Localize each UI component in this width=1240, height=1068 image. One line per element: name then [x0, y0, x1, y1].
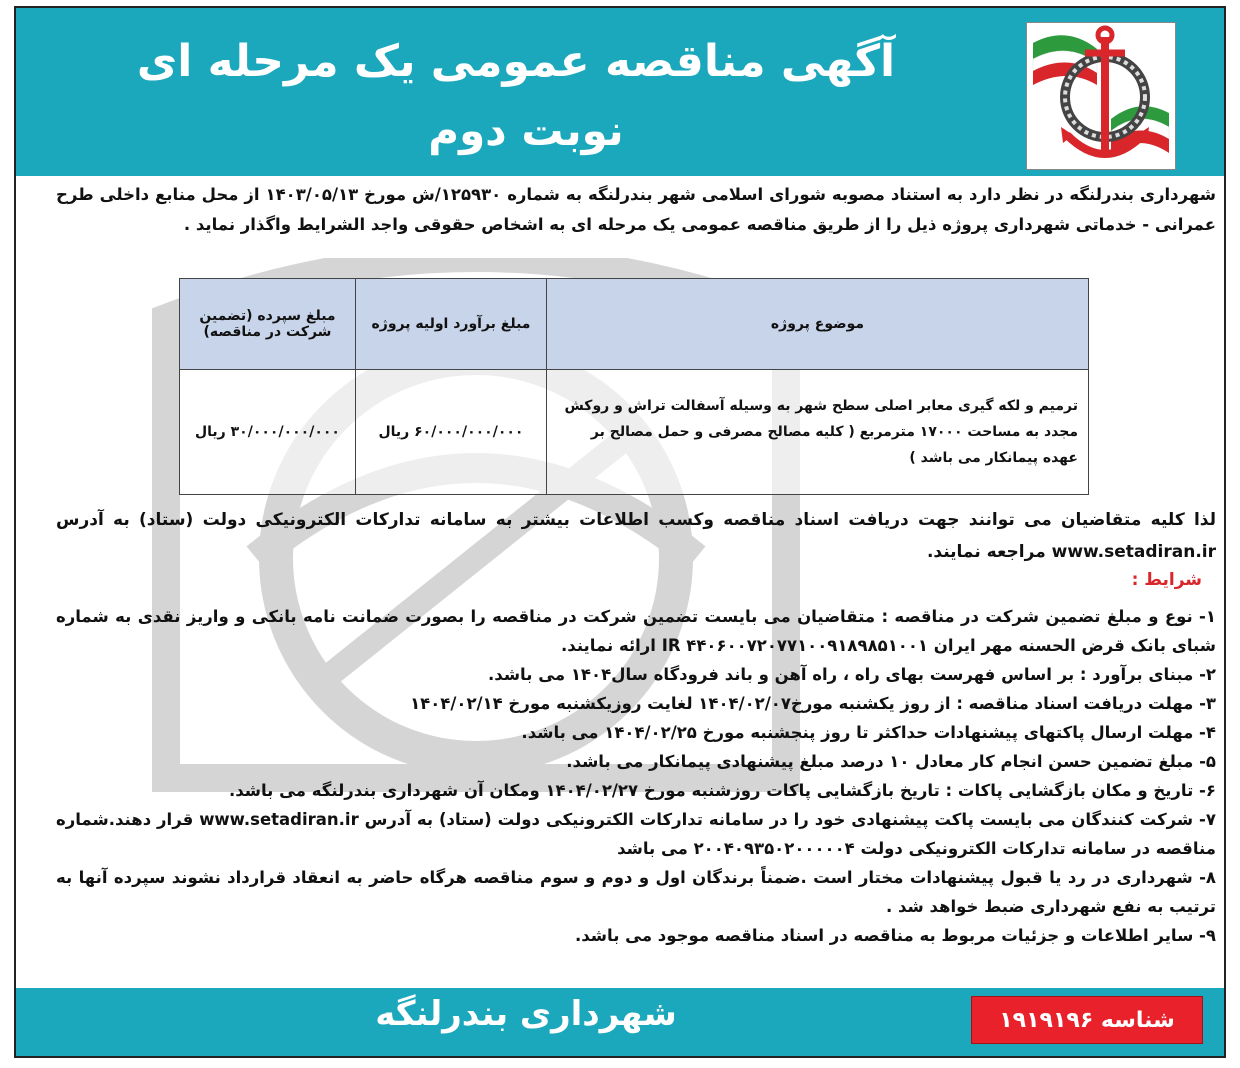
condition-item: ۵- مبلغ تضمین حسن انجام کار معادل ۱۰ درصد مبلغ پیشنهادی پیمانکار می باشد.	[566, 752, 1216, 771]
tender-advertisement	[14, 6, 1226, 1058]
conditions-heading: شرایط :	[1131, 570, 1202, 590]
condition-item: ۹- سایر اطلاعات و جزئیات مربوط به مناقصه در اسناد مناقصه موجود می باشد.	[574, 926, 1216, 945]
footer-banner	[16, 988, 1224, 1058]
ad-subtitle: نوبت دوم	[428, 106, 624, 155]
column-project-subject: موضوع پروژه	[547, 279, 1089, 370]
condition-item: ۷- شرکت کنندگان می بایست پاکت پیشنهادی خود را در سامانه تدارکات الکترونیکی دولت (ستاد) به آدرس www.setadiran.ir قرار دهند.شماره مناقصه در سامانه تدارکات الکترونیکی دولت ۲۰۰۴۰۹۳۵۰۲۰۰۰۰۰۴ می باشد	[56, 810, 1216, 858]
intro-paragraph: شهرداری بندرلنگه در نظر دارد به استناد مصوبه شورای اسلامی شهر بندرلنگه به شماره ۱۲۵۹۳۰/ش مورخ ۱۴۰۳/۰۵/۱۳ از محل منابع داخلی طرح عمرانی - خدماتی شهرداری پروژه ذیل را از طریق مناقصه عمومی یک مرحله ای به اشخاص حقوقی واجد الشرایط واگذار نماید .	[56, 185, 1216, 234]
table-header-row	[180, 279, 1089, 370]
anchor-emblem-icon	[1027, 23, 1175, 169]
condition-item: ۱- نوع و مبلغ تضمین شرکت در مناقصه : متقاضیان می بایست تضمین شرکت در مناقصه را بصورت ضمانت نامه بانکی و واریز نقدی به شماره شبای بانک قرض الحسنه مهر ایران IR ۴۴۰۶۰۰۷۲۰۷۷۱۰۰۹۱۸۹۸۵۱۰۰۱ ارائه نمایند.	[56, 607, 1216, 655]
header-banner	[16, 8, 1224, 176]
municipality-logo	[1026, 22, 1176, 170]
condition-item: ۲- مبنای برآورد : بر اساس فهرست بهای راه ، راه آهن و باند فرودگاه سال۱۴۰۴ می باشد.	[488, 665, 1216, 684]
ad-title: آگهی مناقصه عمومی یک مرحله ای	[136, 36, 896, 87]
project-table	[179, 278, 1089, 495]
deposit-amount: ۳۰/۰۰۰/۰۰۰/۰۰۰ ریال	[180, 370, 356, 495]
table-row	[180, 370, 1089, 495]
condition-item: ۴- مهلت ارسال پاکتهای پیشنهادات حداکثر تا روز پنجشنبه مورخ ۱۴۰۴/۰۲/۲۵ می باشد.	[521, 723, 1216, 742]
conditions-list	[56, 602, 1216, 950]
initial-estimate: ۶۰/۰۰۰/۰۰۰/۰۰۰ ریال	[356, 370, 547, 495]
condition-item: ۶- تاریخ و مکان بازگشایی پاکات : تاریخ بازگشایی پاکات روزشنبه مورخ ۱۴۰۴/۰۲/۲۷ ومکان آن شهرداری بندرلنگه می باشد.	[228, 781, 1216, 800]
condition-item: ۳- مهلت دریافت اسناد مناقصه : از روز یکشنبه مورخ۱۴۰۴/۰۲/۰۷ لغایت روزیکشنبه مورخ ۱۴۰۴/۰۲/۱۴	[410, 694, 1216, 713]
column-deposit-amount: مبلغ سپرده (تضمین شرکت در مناقصه)	[180, 279, 356, 370]
project-subject: ترمیم و لکه گیری معابر اصلی سطح شهر به وسیله آسفالت تراش و روکش مجدد به مساحت ۱۷۰۰۰ مترمربع ( کلیه مصالح مصرفی و حمل مصالح بر عهده پیمانکار می باشد )	[547, 370, 1089, 495]
condition-item: ۸- شهرداری در رد یا قبول پیشنهادات مختار است .ضمناً برندگان اول و دوم و سوم مناقصه هرگاه حاضر به انعقاد قرارداد نشوند سپرده آنها به ترتیب به نفع شهرداری ضبط خواهد شد .	[56, 868, 1216, 916]
ad-id-badge: شناسه ۱۹۱۹۱۹۶	[971, 996, 1203, 1044]
portal-instructions: لذا کلیه متقاضیان می توانند جهت دریافت اسناد مناقصه وکسب اطلاعات بیشتر به سامانه تدارکات الکترونیکی دولت (ستاد) به آدرس www.setadiran.ir مراجعه نمایند.	[56, 510, 1216, 562]
column-initial-estimate: مبلغ برآورد اولیه پروژه	[356, 279, 547, 370]
organization-name: شهرداری بندرلنگه	[375, 994, 677, 1034]
